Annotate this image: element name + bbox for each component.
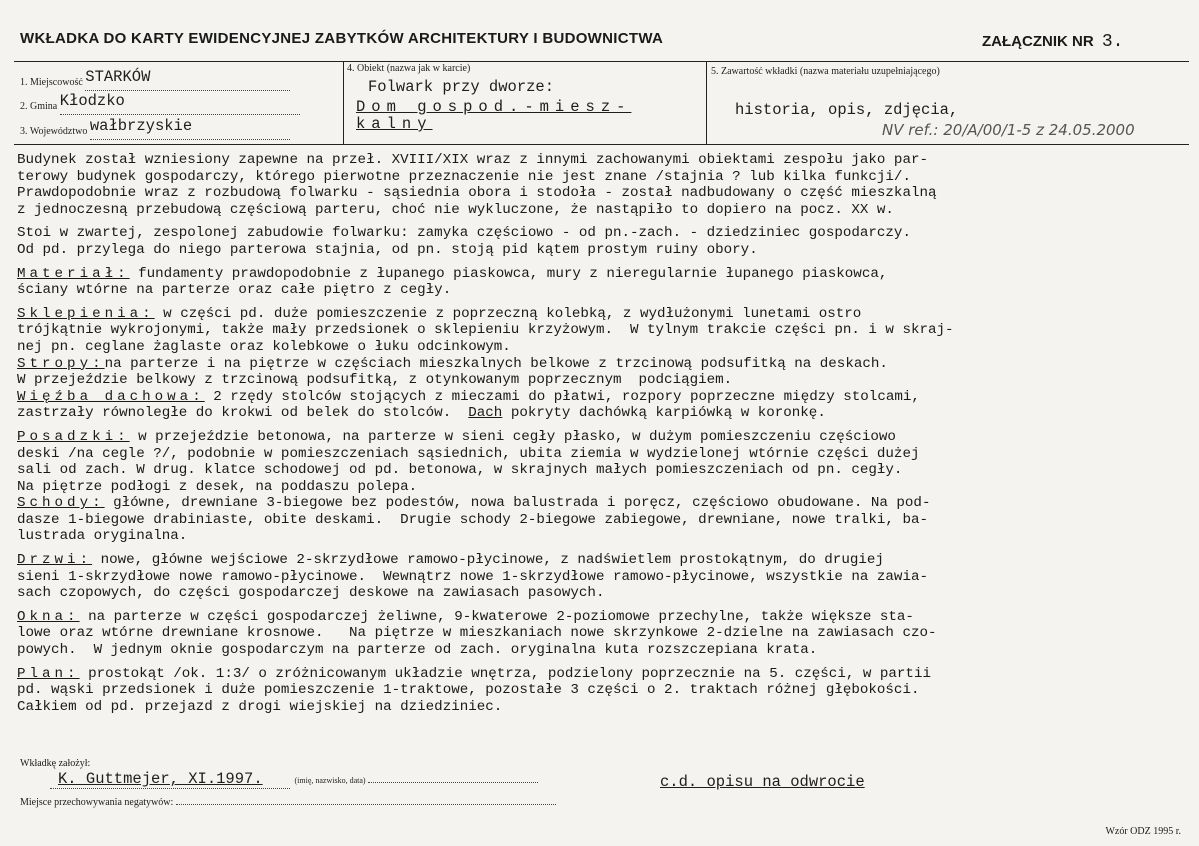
obiekt-line-1: Folwark przy dworze: [368, 78, 555, 96]
text-line: nej pn. ceglane żaglaste oraz kolebkowe o łuku odcinkowym. [17, 338, 511, 355]
continued-note: c.d. opisu na odwrocie [660, 773, 865, 791]
negatywy-label: Miejsce przechowywania negatywów: [20, 797, 174, 808]
wiezba-dach-line: zastrzały równoległe do krokwi od belek do stolców. Dach pokryty dachówką karpiówką w koronkę. [17, 405, 826, 422]
plan-line: Plan: prostokąt /ok. 1:3/ o zróżnicowanym układzie wnętrza, podzielony poprzecznie na 5. części, w partii [17, 665, 931, 682]
section-heading: Stropy: [17, 355, 105, 372]
section-heading: Okna: [17, 608, 80, 625]
gmina-value: Kłodzko [59, 92, 125, 110]
text-line: deski /na cegle ?/, podobnie w pomieszczeniach sąsiednich, ubita ziemia w wydzielonej wtórnie części dużej [17, 445, 920, 462]
section-heading: Dach [468, 405, 503, 422]
text-line: Od pd. przylega do niego parterowa stajnia, od pn. stoją pid kątem prostym ruiny obory. [17, 241, 758, 258]
form-template-version: Wzór ODZ 1995 r. [1105, 826, 1181, 837]
field-label: 2. Gmina [20, 101, 58, 112]
form-title: WKŁADKA DO KARTY EWIDENCYJNEJ ZABYTKÓW ARCHITEKTURY I BUDOWNICTWA [20, 30, 664, 47]
text-line: trójkątnie wykrojonymi, także mały przedsionek o sklepieniu krzyżowym. W tylnym trakcie części pn. i w skraj- [17, 322, 954, 339]
text-line: ściany wtórne na parterze oraz całe piętro z cegły. [17, 282, 452, 299]
text-line: powych. W jednym oknie gospodarczym na parterze od zach. oryginalna kuta rozszczepiana krata. [17, 642, 818, 659]
text-line: pd. wąski przedsionek i duże pomieszczenie 1-traktowe, pozostałe 3 części o 2. traktach różnej głębokości. [17, 682, 920, 699]
description-body [17, 152, 1187, 715]
negatywy-field [20, 797, 556, 808]
section-heading: Sklepienia: [17, 305, 155, 322]
handwritten-reference: NV ref.: 20/A/00/1-5 z 24.05.2000 [882, 121, 1135, 139]
schody-line: Schody: główne, drewniane 3-biegowe bez podestów, nowa balustrada i poręcz, częściowo obudowane. Na pod- [17, 495, 931, 512]
text-line: z jednoczesną przebudową częściową parteru, choć nie wykluczone, że nastąpiło to dopiero na pocz. XX w. [17, 201, 894, 218]
attachment-label: ZAŁĄCZNIK NR [982, 33, 1094, 50]
header-top-rule [14, 61, 1189, 62]
zalozyl-value: K. Guttmejer, XI.1997. [58, 770, 263, 788]
field-wojewodztwo [20, 117, 290, 140]
zalozyl-label: Wkładkę założył: [20, 758, 91, 769]
zawartosc-label: 5. Zawartość wkładki (nazwa materiału uzupełniającego) [711, 66, 940, 77]
text-line: Budynek został wzniesiony zapewne na przeł. XVIII/XIX wraz z innymi zachowanymi obiektami zespołu jako par- [17, 152, 928, 168]
text-line: lustrada oryginalna. [17, 528, 188, 545]
stropy-line: Stropy:na parterze i na piętrze w częściach mieszkalnych belkowe z trzcinową podsufitką na deskach. [17, 355, 888, 372]
header-bottom-rule [14, 144, 1189, 145]
text-line: sach czopowych, do części gospodarczej deskowe na zawiasach pasowych. [17, 585, 605, 602]
wiezba-line: Więźba dachowa: 2 rzędy stolców stojących z mieczami do płatwi, rozpory poprzeczne między stolcami, [17, 388, 920, 405]
text-line: Prawdopodobnie wraz z rozbudową folwarku - sąsiednia obora i stodoła - został nadbudowany o część mieszkalną [17, 185, 937, 202]
obiekt-label: 4. Obiekt (nazwa jak w karcie) [347, 63, 471, 74]
section-heading: Materiał: [17, 265, 130, 282]
section-heading: Schody: [17, 495, 105, 512]
attachment-number [982, 32, 1123, 52]
okna-line: Okna: na parterze w części gospodarczej żeliwne, 9-kwaterowe 2-poziomowe przechylne, także większe sta- [17, 608, 914, 625]
zawartosc-value: historia, opis, zdjęcia, [735, 101, 959, 119]
text-line: lowe oraz wtórne drewniane krosnowe. Na piętrze w mieszkaniach nowe skrzynkowe 2-dzielne na zawiasach czo- [17, 625, 937, 642]
text-line: terowy budynek gospodarczy, którego pierwotne przeznaczenie nie jest znane /stajnia ? lub kilka funkcji/. [17, 168, 911, 185]
zalozyl-field [50, 770, 538, 789]
section-heading: Plan: [17, 665, 80, 682]
column-divider-2 [706, 61, 707, 144]
wojewodztwo-value: wałbrzyskie [89, 117, 193, 135]
field-gmina [20, 92, 300, 115]
section-heading: Posadzki: [17, 428, 130, 445]
text-line: Stoi w zwartej, zespolonej zabudowie folwarku: zamyka częściowo - od pn.-zach. - dziedziniec gospodarczy. [17, 225, 911, 242]
zalozyl-hint: (imię, nazwisko, data) [294, 776, 366, 785]
obiekt-line-3: kalny [356, 115, 433, 133]
column-divider-1 [343, 61, 344, 144]
field-label: 1. Miejscowość [20, 77, 83, 88]
section-heading: Drzwi: [17, 552, 93, 569]
field-label: 3. Województwo [20, 126, 88, 137]
attachment-value: 3. [1101, 32, 1124, 52]
field-miejscowosc [20, 68, 290, 91]
drzwi-line: Drzwi: nowe, główne wejściowe 2-skrzydłowe ramowo-płycinowe, z nadświetlem prostokątnym, do drugiej [17, 552, 884, 569]
sklepienia-line: Sklepienia: w części pd. duże pomieszczenie z poprzeczną kolebką, z wydłużonymi lunetami ostro [17, 305, 862, 322]
text-line: dasze 1-biegowe drabiniaste, obite deskami. Drugie schody 2-biegowe zabiegowe, drewniane, nowe tralki, ba- [17, 511, 928, 528]
posadzki-line: Posadzki: w przejeździe betonowa, na parterze w sieni cegły płasko, w dużym pomieszczeniu częściowo [17, 428, 896, 445]
text-line: sali od zach. W drug. klatce schodowej od pd. betonowa, w skrajnych małych pomieszczeniach od pn. cegły. [17, 462, 903, 479]
section-heading: Więźba dachowa: [17, 388, 205, 405]
text-line: Na piętrze podłogi z desek, na poddaszu polepa. [17, 478, 418, 495]
obiekt-line-2: Dom gospod.-miesz- [356, 98, 632, 116]
text-line: W przejeździe belkowy z trzcinową podsufitką, z otynkowanym poprzecznym podciągiem. [17, 372, 733, 389]
material-line: Materiał: fundamenty prawdopodobnie z łupanego piaskowca, mury z nieregularnie łupanego piaskowca, [17, 265, 888, 282]
miejscowosc-value: STARKÓW [85, 68, 151, 86]
text-line: sieni 1-skrzydłowe nowe ramowo-płycinowe. Wewnątrz nowe 1-skrzydłowe ramowo-płycinowe, wszystkie na zawia- [17, 568, 928, 585]
text-line: Całkiem od pd. przejazd z drogi wiejskiej na dziedziniec. [17, 698, 503, 715]
